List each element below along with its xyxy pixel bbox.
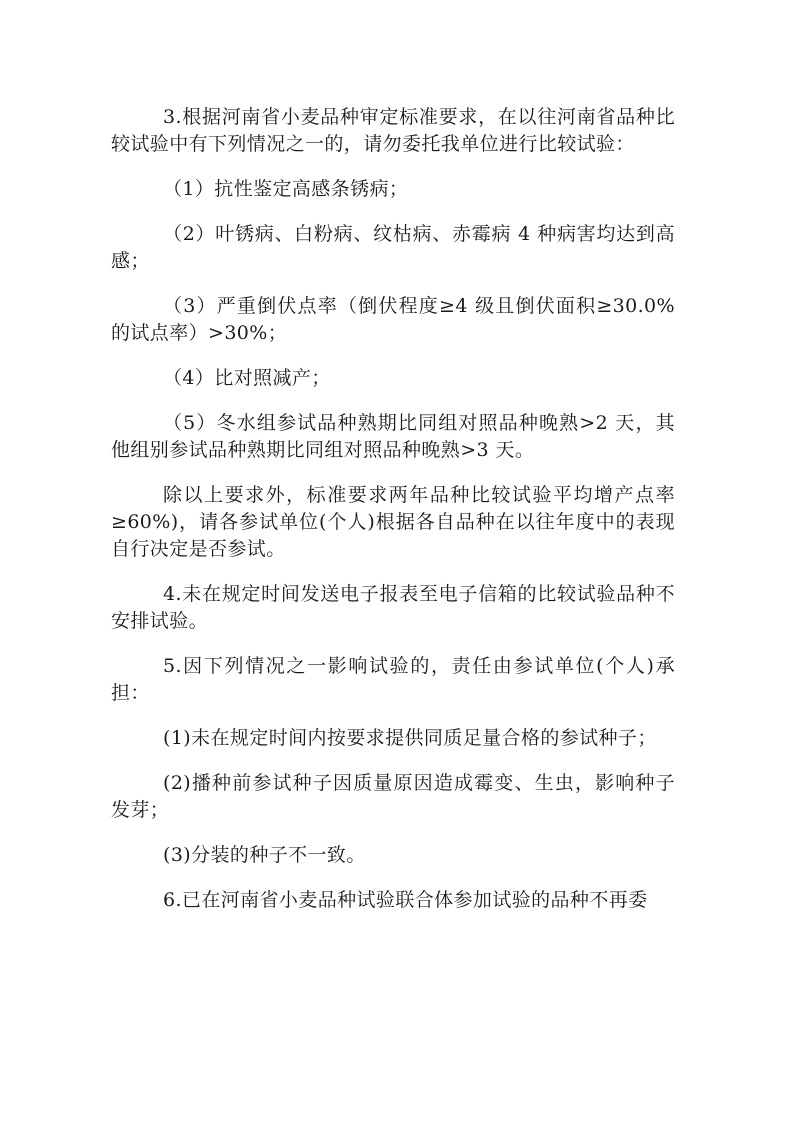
- sub-item-3: （3）严重倒伏点率（倒伏程度≥4 级且倒伏面积≥30.0%的试点率）>30%；: [111, 295, 675, 344]
- responsibility-item-1: (1)未在规定时间内按要求提供同质足量合格的参试种子；: [163, 727, 657, 749]
- paragraph-item-5: 5.因下列情况之一影响试验的，责任由参试单位(个人)承担：: [111, 655, 675, 704]
- paragraph-item-6: 6.已在河南省小麦品种试验联合体参加试验的品种不再委: [163, 889, 648, 911]
- responsibility-item-2: (2)播种前参试种子因质量原因造成霉变、生虫，影响种子发芽；: [111, 772, 675, 821]
- sub-item-4: （4）比对照减产；: [163, 367, 331, 389]
- sub-item-2: （2）叶锈病、白粉病、纹枯病、赤霉病 4 种病害均达到高感；: [111, 223, 675, 272]
- paragraph-item-3: 3.根据河南省小麦品种审定标准要求，在以往河南省品种比较试验中有下列情况之一的，请勿委托我单位进行比较试验：: [111, 106, 675, 155]
- sub-item-1: （1）抗性鉴定高感条锈病；: [163, 178, 409, 200]
- document-body: [111, 104, 675, 932]
- additional-requirement-paragraph: 除以上要求外，标准要求两年品种比较试验平均增产点率≥60%)，请各参试单位(个人)根据各自品种在以往年度中的表现自行决定是否参试。: [111, 484, 675, 560]
- paragraph-item-4: 4.未在规定时间发送电子报表至电子信箱的比较试验品种不安排试验。: [111, 583, 675, 632]
- sub-item-5: （5）冬水组参试品种熟期比同组对照品种晚熟>2 天，其他组别参试品种熟期比同组对照品种晚熟>3 天。: [111, 412, 675, 461]
- responsibility-item-3: (3)分装的种子不一致。: [163, 844, 366, 866]
